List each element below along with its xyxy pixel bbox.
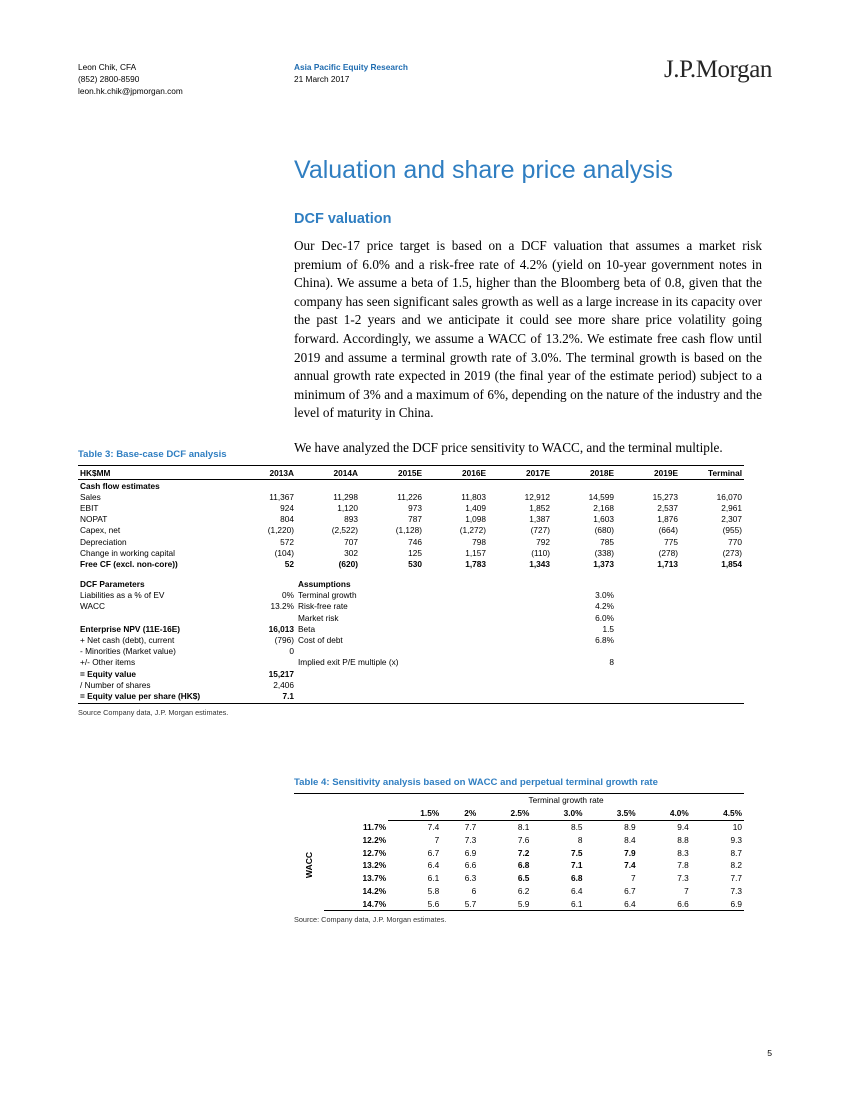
wacc-axis-text: WACC (304, 852, 315, 879)
cell: 7.9 (624, 847, 636, 858)
cell: 7.7 (730, 873, 742, 884)
cell: 6.7 (624, 885, 636, 896)
col-header-6: 2018E (552, 466, 616, 480)
empty-corner (324, 794, 388, 807)
section-heading-dcf-valuation: DCF valuation (294, 211, 392, 227)
assumption-label: Terminal growth (298, 590, 357, 601)
cell: 11,298 (333, 491, 358, 502)
row-label: Sales (80, 491, 101, 502)
param-label: / Number of shares (80, 679, 151, 690)
assumption-value (488, 646, 616, 657)
row-header: 11.7% (363, 821, 387, 832)
row-label: EBIT (80, 502, 99, 513)
cell: 775 (664, 536, 678, 547)
cell: 1,852 (529, 502, 550, 513)
row-header: 12.2% (362, 834, 387, 845)
col-header-3: 2015E (360, 466, 424, 480)
cell: 6.1 (427, 873, 440, 884)
cell: 7.4 (624, 860, 636, 871)
empty (616, 601, 744, 612)
table-row (78, 491, 744, 502)
cell: 1,876 (657, 514, 678, 525)
cell: 5.9 (478, 897, 531, 910)
param-value: (796) (274, 635, 294, 646)
table-row (294, 872, 744, 885)
cell: (273) (722, 547, 742, 558)
table-row (78, 668, 744, 679)
col-header-2: 2014A (296, 466, 360, 480)
param-label (78, 612, 226, 623)
cell: 8.2 (730, 860, 742, 871)
param-label: WACC (80, 601, 106, 612)
empty (616, 690, 744, 703)
table-spacer-row (78, 570, 744, 579)
cell: 8.1 (517, 821, 530, 832)
assumption-value: 8 (609, 657, 614, 668)
col-header-5: 2017E (488, 466, 552, 480)
cell: 6.1 (531, 897, 584, 910)
assumption-label (296, 679, 488, 690)
row-label: Change in working capital (80, 547, 176, 558)
cell: (2,522) (331, 525, 358, 536)
cell: 1,783 (465, 558, 486, 569)
cell: 2,961 (721, 502, 742, 513)
empty (616, 657, 744, 668)
cell: 8 (577, 834, 583, 845)
empty (488, 579, 616, 590)
cell: 8.4 (624, 834, 636, 845)
cell: 1,373 (593, 558, 614, 569)
cell: (680) (594, 525, 614, 536)
cell: 9.3 (730, 834, 742, 845)
param-value: 7.1 (226, 690, 296, 703)
cell: 12,912 (524, 491, 550, 502)
row-label: Free CF (excl. non-core)) (80, 558, 178, 569)
param-value: 2,406 (273, 679, 294, 690)
assumption-value (488, 668, 616, 679)
cell: 7.3 (730, 885, 742, 896)
cell: 1,603 (593, 514, 614, 525)
cell: 804 (280, 514, 294, 525)
cell: (955) (722, 525, 742, 536)
cell: (727) (530, 525, 550, 536)
terminal-growth-rate-header: Terminal growth rate (388, 794, 744, 807)
row-header: 14.2% (362, 885, 387, 896)
col-header: 1.5% (388, 807, 441, 820)
col-header-1: 2013A (226, 466, 296, 480)
cell: 10 (732, 821, 742, 832)
cell: 7.5 (570, 847, 583, 858)
table-row-header (78, 466, 744, 480)
empty (294, 807, 324, 820)
cell: 52 (284, 558, 294, 569)
row-label: Depreciation (80, 536, 127, 547)
cell: 302 (344, 547, 358, 558)
analyst-phone: (852) 2800-8590 (78, 73, 140, 84)
assumption-value (488, 690, 616, 703)
assumption-label: Beta (298, 623, 316, 634)
row-label: NOPAT (80, 514, 108, 525)
row-label: Capex, net (80, 525, 121, 536)
col-header: 4.0% (638, 807, 691, 820)
cell: 798 (472, 536, 486, 547)
assumption-value: 4.2% (595, 601, 614, 612)
table-row (294, 833, 744, 846)
cell: 7 (434, 834, 440, 845)
table-row (78, 514, 744, 525)
cell: 5.7 (441, 897, 478, 910)
table-3-container (78, 449, 744, 717)
cell: 1,854 (721, 558, 742, 569)
cell: (664) (658, 525, 678, 536)
param-value: 15,217 (268, 668, 294, 679)
cell: (278) (658, 547, 678, 558)
table-4-source: Source: Company data, J.P. Morgan estimates. (294, 915, 447, 925)
empty (226, 579, 296, 590)
cell: 6.3 (464, 873, 477, 884)
table-row (78, 612, 744, 623)
empty (616, 590, 744, 601)
table-row-section-label (78, 480, 744, 492)
assumption-value: 6.8% (595, 635, 614, 646)
wacc-axis-label (294, 820, 324, 910)
table-row (78, 634, 744, 645)
cell: (1,220) (267, 525, 294, 536)
spacer (78, 570, 744, 579)
analyst-name: Leon Chik, CFA (78, 62, 137, 72)
cell: 1,120 (337, 502, 358, 513)
col-header: 2% (441, 807, 478, 820)
section-label-cash-flow: Cash flow estimates (80, 480, 160, 491)
assumption-value: 1.5 (602, 623, 614, 634)
cell: 1,343 (529, 558, 550, 569)
assumption-value: 3.0% (595, 590, 614, 601)
table-row (78, 525, 744, 536)
table-row-top-header (294, 794, 744, 807)
table-row (78, 547, 744, 558)
assumption-label: Risk-free rate (298, 601, 348, 612)
cell: 6.4 (570, 885, 583, 896)
empty-corner (294, 794, 324, 807)
cell: (1,272) (459, 525, 486, 536)
cell: 7.3 (677, 873, 689, 884)
col-header: 4.5% (691, 807, 744, 820)
table-row (294, 820, 744, 833)
param-label: Liabilities as a % of EV (80, 590, 165, 601)
page-number: 5 (767, 1048, 772, 1058)
cell: 9.4 (677, 821, 689, 832)
col-header: 3.0% (531, 807, 584, 820)
cell: 11,803 (461, 491, 486, 502)
jpmorgan-logo: J.P.Morgan (663, 56, 772, 83)
row-header: 13.2% (362, 860, 387, 871)
cell: 7.1 (570, 860, 583, 871)
table-row (78, 502, 744, 513)
param-value (226, 657, 296, 668)
table-row (294, 897, 744, 910)
cell: 11,367 (269, 491, 294, 502)
cell: 16,070 (716, 491, 742, 502)
table-row (78, 558, 744, 569)
param-label: + Net cash (debt), current (80, 635, 175, 646)
cell: 707 (344, 536, 358, 547)
cell: 14,599 (588, 491, 614, 502)
table-row (78, 646, 744, 657)
cell: 572 (280, 536, 294, 547)
empty (616, 612, 744, 623)
cell: 893 (344, 514, 358, 525)
param-label: +/- Other items (80, 657, 136, 668)
cell: 6.8 (570, 873, 583, 884)
paragraph-sensitivity-intro: We have analyzed the DCF price sensitivity to WACC, and the terminal multiple. (294, 439, 723, 455)
assumption-label: Implied exit P/E multiple (x) (298, 657, 399, 668)
col-header-0: HK$MM (78, 466, 226, 480)
assumption-label (296, 646, 488, 657)
research-division: Asia Pacific Equity Research (294, 62, 408, 72)
empty (616, 623, 744, 634)
cell: 6.7 (427, 847, 440, 858)
cell: 7.2 (517, 847, 530, 858)
table-row (78, 590, 744, 601)
cell: 2,537 (657, 502, 678, 513)
param-value: 16,013 (268, 623, 294, 634)
cell: 8.3 (677, 847, 689, 858)
table-3-dcf-analysis (78, 465, 744, 704)
analyst-email[interactable]: leon.hk.chik@jpmorgan.com (78, 85, 183, 96)
cell: 15,273 (652, 491, 678, 502)
cell: 6.6 (464, 860, 477, 871)
cell: 787 (408, 514, 422, 525)
cell: 6.2 (517, 885, 530, 896)
param-value: 0% (282, 590, 294, 601)
row-header: 12.7% (362, 847, 387, 858)
table-row (78, 690, 744, 703)
cell: 8.9 (624, 821, 636, 832)
param-value: 0 (289, 646, 294, 657)
cell: 7.6 (517, 834, 530, 845)
param-label: Enterprise NPV (11E-16E) (80, 623, 181, 634)
cell: 7.3 (464, 834, 477, 845)
table-3-source: Source Company data, J.P. Morgan estimates. (78, 707, 229, 717)
empty (324, 807, 388, 820)
cell: 11,226 (397, 491, 422, 502)
table-row (78, 536, 744, 547)
cell: 6 (471, 885, 477, 896)
param-label: - Minorities (Market value) (80, 646, 176, 657)
table-row (294, 859, 744, 872)
cell: 1,713 (657, 558, 678, 569)
dcf-parameters-header: DCF Parameters (80, 579, 145, 590)
param-label: = Equity value (80, 668, 137, 679)
cell: 7 (684, 885, 689, 896)
assumption-label (296, 690, 488, 703)
cell: 1,157 (465, 547, 486, 558)
cell: 6.8 (517, 860, 530, 871)
cell: 785 (600, 536, 614, 547)
table-row (78, 679, 744, 690)
col-header-7: 2019E (616, 466, 680, 480)
cell: 5.8 (427, 885, 440, 896)
row-header: 13.7% (362, 873, 387, 884)
col-header: 3.5% (585, 807, 638, 820)
cell: 770 (728, 536, 742, 547)
table-4-container (294, 777, 744, 924)
cell: 973 (408, 502, 422, 513)
research-info-block (294, 62, 408, 86)
cell: 1,409 (465, 502, 486, 513)
table-4-sensitivity (294, 793, 744, 911)
cell: (338) (594, 547, 614, 558)
cell: 2,168 (593, 502, 614, 513)
table-row (78, 623, 744, 634)
cell: 6.9 (691, 897, 744, 910)
cell: 6.9 (464, 847, 477, 858)
cell: 8.5 (570, 821, 583, 832)
assumption-label (296, 668, 488, 679)
cell: 8.8 (677, 834, 689, 845)
col-header-8: Terminal (680, 466, 744, 480)
empty (616, 668, 744, 679)
assumption-label: Market risk (298, 612, 339, 623)
cell: 5.6 (388, 897, 441, 910)
cell: (104) (274, 547, 294, 558)
empty (616, 646, 744, 657)
cell: 7 (631, 873, 636, 884)
cell: 7.7 (464, 821, 477, 832)
table-3-caption: Table 3: Base-case DCF analysis (78, 449, 227, 460)
col-header: 2.5% (478, 807, 531, 820)
table-row (294, 846, 744, 859)
table-row (294, 884, 744, 897)
table-row-col-headers (294, 807, 744, 820)
cell: 8.7 (730, 847, 742, 858)
table-4-caption: Table 4: Sensitivity analysis based on WACC and perpetual terminal growth rate (294, 777, 658, 788)
paragraph-dcf-assumptions: Our Dec-17 price target is based on a DCF valuation that assumes a market risk premium of 6.0% and a risk-free rate of 4.2% (yield on 10-year government notes in China). We assume a beta of 1.5, higher than the Bloomberg beta of 0.8, given that the company has seen significant sales growth as well as a large increase in its capacity over the past 1-2 years and we anticipate it could see more share price volatility going forward. Accordingly, we assume a WACC of 13.2%. We estimate free cash flow until 2019 and assume a terminal growth rate of 3.0%. The terminal growth is based on the annual growth rate expected in 2019 (the final year of the estimate period) subject to a minimum of 3% and a maximum of 6%, depending on the nature of the industry and the level of maturity in China. (294, 238, 762, 421)
cell: 1,387 (529, 514, 550, 525)
cell: 125 (408, 547, 422, 558)
empty (616, 634, 744, 645)
cell: 6.4 (585, 897, 638, 910)
cell: 6.4 (427, 860, 440, 871)
cell: (620) (338, 558, 358, 569)
cell: 792 (536, 536, 550, 547)
table-row-subheaders (78, 579, 744, 590)
page-header (78, 56, 772, 112)
empty (616, 679, 744, 690)
col-header-4: 2016E (424, 466, 488, 480)
page-title: Valuation and share price analysis (294, 156, 673, 184)
assumption-label: Cost of debt (298, 635, 343, 646)
cell: 6.5 (517, 873, 530, 884)
assumption-value (488, 679, 616, 690)
cell: 7.4 (427, 821, 440, 832)
assumption-value: 6.0% (595, 612, 614, 623)
param-value (226, 612, 296, 623)
cell: 2,307 (721, 514, 742, 525)
main-content (294, 155, 762, 474)
report-date: 21 March 2017 (294, 73, 350, 84)
cell: 746 (408, 536, 422, 547)
cell: 924 (280, 502, 294, 513)
cell: (110) (531, 547, 550, 558)
row-header: 14.7% (324, 897, 388, 910)
cell: 6.6 (638, 897, 691, 910)
cell: (1,128) (395, 525, 422, 536)
assumptions-header: Assumptions (298, 579, 351, 590)
empty (616, 579, 744, 590)
param-value: 13.2% (270, 601, 294, 612)
analyst-contact-block (78, 62, 183, 97)
cell: 530 (408, 558, 422, 569)
table-row (78, 657, 744, 668)
table-row (78, 601, 744, 612)
cell: 7.8 (677, 860, 689, 871)
cell: 1,098 (465, 514, 486, 525)
param-label: = Equity value per share (HK$) (78, 690, 226, 703)
